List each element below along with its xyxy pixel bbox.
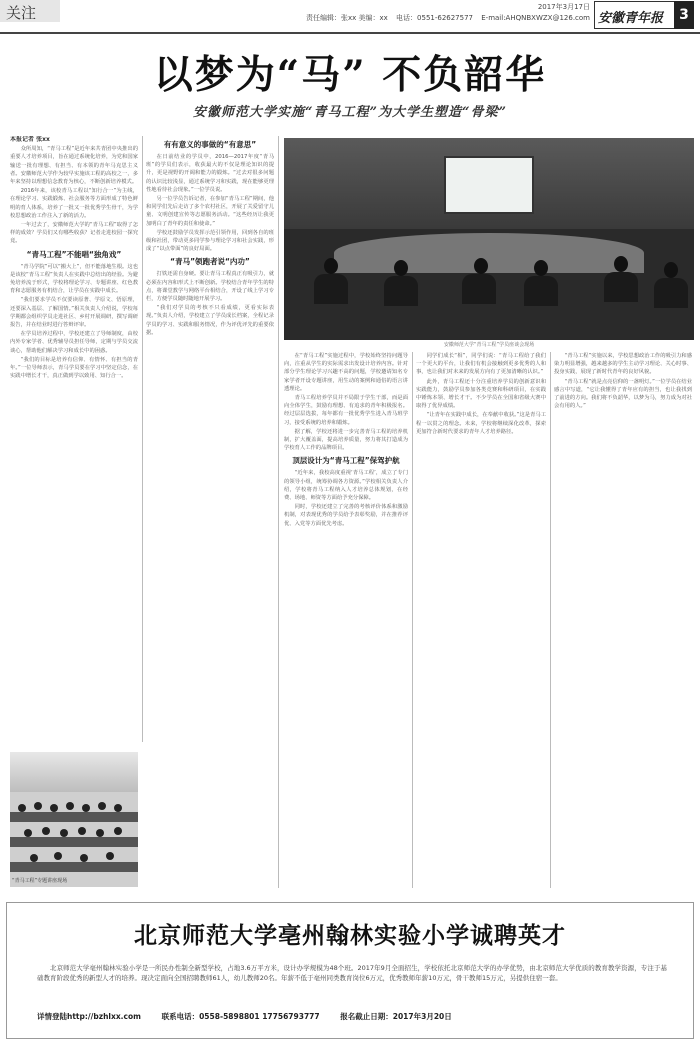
photo2-caption: “青马工程”专题讲座现场: [12, 878, 68, 884]
section-heading: “青马”领跑者说“内功”: [170, 257, 250, 267]
article-column-3: [284, 352, 408, 892]
paragraph: “我们的目标是培养有信仰、有情怀、有担当的青年。”一位导师表示，青马学员要在学习中坚定信念，在实践中增长才干，真正做到学以致用、知行合一。: [10, 356, 138, 380]
ad-title: 北京师范大学亳州翰林实验小学诚聘英才: [134, 922, 566, 949]
byline: 本报记者 张xx: [10, 136, 50, 143]
paragraph: “我们要求学员不仅要读原著、学原文、悟原理，还要深入基层、了解国情。”相关负责人介绍说，学校每学期都会组织学员走进社区、乡村开展调研，撰写调研报告，并在结业时进行答辩评审。: [10, 297, 138, 329]
paragraph: 青马工程培养学员并不局限于学生干部，而是面向全体学生，鼓励有理想、有追求的青年积极报名。经过层层选拔，每年都有一批优秀学生进入青马班学习，接受系统的培养和锻炼。: [284, 395, 408, 426]
paragraph: 另一位学员告诉记者，在参加“青马工程”期间，他和同学们先后走访了多个农村社区，开展了关爱留守儿童、文明创建宣传等志愿服务活动。“这些经历让我更加明白了青年的责任和使命。”: [146, 196, 274, 227]
ad-body: 北京师范大学亳州翰林实验小学是一所民办性制全新型学校，占地3.6万平方米，设计办学规模为48个班。2017年9月全面招生，学校依托北京师范大学的办学优势，由北京师范大学优质的教育教学资源，专注于基础教育阶段优秀的新型人才的培养。现决定面向全国招聘教师61人，幼儿教师20名。年薪不低于亳州同类教育岗位6万元，优秀教师年薪10万元，骨干教师15万元，另提供住宿一套。: [37, 964, 667, 982]
headline: 以梦为“马” 不负韶华: [153, 52, 547, 98]
paragraph: 2016年来，该校青马工程以“知行合一”为主线，在理论学习、实践锻炼、社会服务等方面形成了特色鲜明的育人体系，培养了一批又一批优秀学生骨干，为学校思想政治工作注入了新的活力。: [10, 188, 138, 219]
ad-contact: [37, 1011, 677, 1022]
recruitment-ad: [6, 902, 694, 1039]
paragraph: 在学员培养过程中，学校还建立了导师制度，由校内外专家学者、优秀辅导员担任导师，定期与学员交流谈心，帮助他们解决学习和成长中的困惑。: [10, 331, 138, 354]
paragraph: “让青年在实践中成长，在奉献中收获。”这是青马工程一以贯之的理念。未来，学校将继续深化改革，探索更加符合新时代要求的青年人才培养路径。: [416, 412, 546, 435]
ad-website: 详情登陆http://bzhlxx.com: [37, 1012, 141, 1021]
section-heading: 顶层设计为“青马工程”保驾护航: [292, 456, 400, 466]
page-number: 3: [674, 1, 694, 29]
paragraph: “青马工程”就是点亮信仰的一盏明灯。”一位学员在结业感言中写道，“它让我懂得了青年应有的担当，也让我找到了前进的方向。我们将不负韶华，以梦为马，努力成为对社会有用的人。”: [554, 378, 692, 410]
paragraph: “近年来，我校高度重视‘青马工程’，成立了专门的领导小组，统筹协调各方资源。”学校相关负责人介绍，学校将青马工程纳入人才培养总体规划，在经费、场地、师资等方面给予充分保障。: [284, 470, 408, 502]
paragraph: 此外，青马工程还十分注重培养学员的创新意识和实践能力，鼓励学员参加各类竞赛和科研项目，在实践中锤炼本领、增长才干。不少学员在全国和省级大赛中取得了优异成绩。: [416, 378, 546, 410]
article-column-1: [10, 136, 138, 744]
section-label: 关注: [0, 0, 60, 22]
paragraph: 打铁还需自身硬。要让青马工程真正有吸引力，就必须在内容和形式上不断创新。学校结合青年学生的特点，将课堂教学与网络平台相结合，开设了线上学习专栏，方便学员随时随地开展学习。: [146, 271, 274, 303]
paragraph: “青马工程”实施以来，学校思想政治工作的吸引力和感染力明显增强，越来越多的学生主动学习理论、关心时事、投身实践，展现了新时代青年的良好风貌。: [554, 353, 692, 376]
lecture-photo: [10, 752, 138, 887]
editor-name: 责任编辑：张xx 美编：xx: [306, 14, 388, 22]
editor-info: [300, 13, 590, 23]
paragraph: “青马学院”可以“搬大上”，但不能落地生根。这也是该校“青马工程”负责人在实践中总结出的经验。为避免培养流于形式，学校将理论学习、专题讲座、红色教育和志愿服务有机结合，让学员在实践中成长。: [10, 263, 138, 295]
paragraph: 一年过去了，安徽师范大学的“青马工程”取得了怎样的成效？学员们又有哪些收获？记者走进校园一探究竟。: [10, 222, 138, 245]
column-divider: [278, 136, 279, 888]
editor-phone: 电话：0551-62627577: [396, 14, 474, 22]
issue-date: 2017年3月17日: [537, 3, 590, 11]
column-divider: [142, 136, 143, 742]
paragraph: 在“青马工程”实施过程中，学校始终坚持问题导向，注重从学生的实际需求出发设计培养内容。针对部分学生理论学习兴趣不高的问题，学校邀请知名专家学者开设专题讲座，用生动的案例和通俗的语言讲透理论。: [284, 353, 408, 392]
paragraph: 在日前结业的学员中，2016—2017年度“青马班”的学员们表示，收获最大的不仅是理论知识的提升，更是视野的开阔和能力的锻炼。“过去对很多问题的认识比较浅显，通过系统学习和实践，现在能够更理性地看待社会现象。”一位学员说。: [146, 154, 274, 193]
article-column-5: [554, 352, 692, 892]
meeting-photo: [284, 138, 694, 340]
photo-caption: 安徽师范大学“青马工程”学员座谈会现场: [443, 342, 535, 348]
ad-deadline: 报名截止日期：2017年3月20日: [340, 1012, 452, 1021]
column-divider: [412, 352, 413, 888]
page-header: [0, 0, 700, 36]
header-rule: [0, 32, 700, 34]
paragraph: 据了解，学校还将进一步完善青马工程的培养机制，扩大覆盖面，提高培养质量，努力将其打造成为学校育人工作的品牌项目。: [284, 428, 408, 452]
paragraph: “我们对学员的考核不只看成绩，更看实际表现。”负责人介绍，学校建立了学员成长档案，全程记录学员的学习、实践和服务情况，作为评优评先的重要依据。: [146, 305, 274, 336]
editor-email: E-mail:AHQNBXWZX@126.com: [481, 14, 590, 22]
subheadline: 安徽师范大学实施“青马工程”为大学生塑造“骨梁”: [193, 105, 507, 120]
paragraph: 学校还鼓励学员发挥示范引领作用，回到各自的班级和社团，带动更多同学参与理论学习和社会实践，形成了“以点带面”的良好局面。: [146, 229, 274, 253]
ad-phone: 联系电话：0558-5898801 17756793777: [161, 1012, 320, 1021]
paragraph: 同学们成长“相”，同学们说：“青马工程给了我们一个更大的平台，让我们有机会接触到更多优秀的人和事，也让我们对未来的发展方向有了更加清晰的认识。”: [416, 353, 546, 376]
section-heading: “青马工程”不能唱“独角戏”: [26, 249, 122, 259]
newspaper-logo: 安徽青年报: [594, 1, 694, 29]
section-heading: 有有意义的事做的“有意思”: [163, 140, 257, 149]
column-divider: [550, 352, 551, 888]
paragraph: 众所周知，“青马工程”是近年来共青团中央推出的重要人才培养项目，旨在通过系统化培养，为党和国家输送一批有理想、有担当、有本领的青年马克思主义者。安徽师范大学作为较早实施该工程的高校之一，多年来坚持以理想信念教育为核心，不断创新培养模式。: [10, 146, 138, 186]
paragraph: 同时，学校还建立了完善的考核评价体系和激励机制，对表现优秀的学员给予表彰奖励，并在推荐评优、入党等方面优先考虑。: [284, 504, 408, 527]
article-column-2: [146, 136, 274, 888]
article-column-4: [416, 352, 546, 892]
